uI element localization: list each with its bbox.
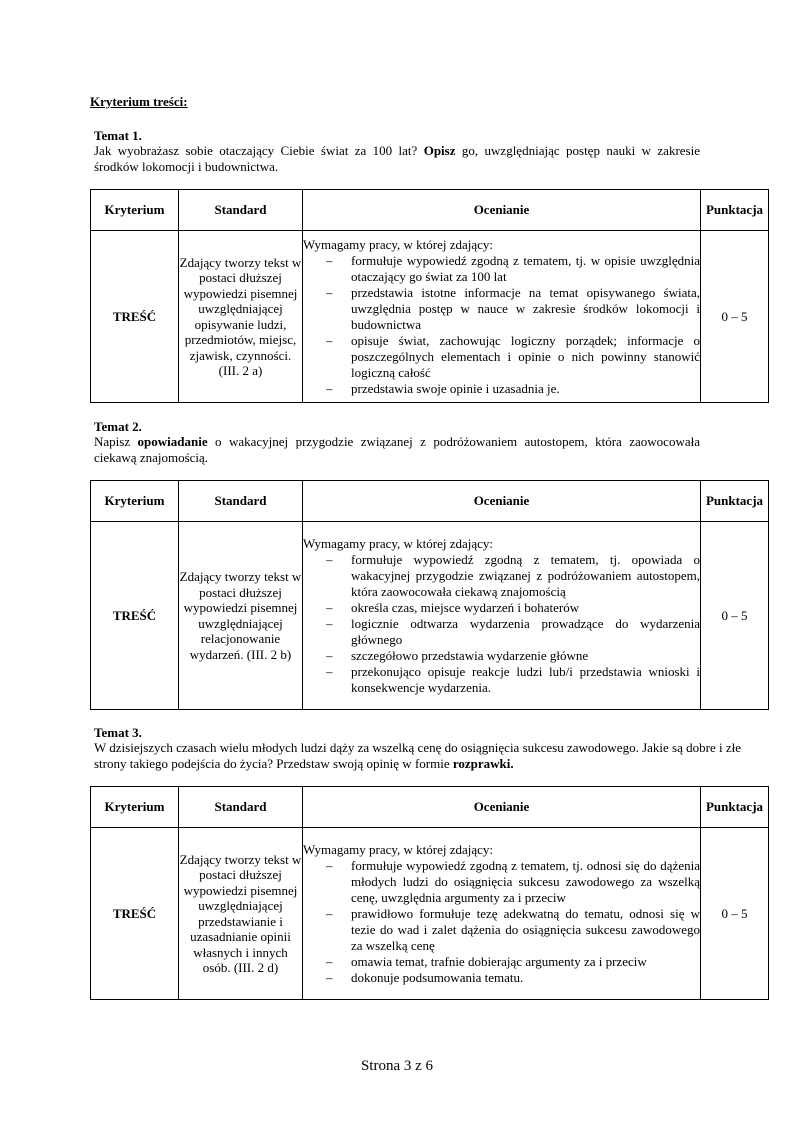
punktacja-cell: 0 – 5 [701, 828, 769, 1000]
header-ocenianie: Ocenianie [303, 481, 701, 522]
topic-3 [94, 725, 768, 772]
section-heading: Kryterium treści: [90, 94, 188, 109]
list-item: – dokonuje podsumowania tematu. [351, 970, 700, 986]
header-punktacja: Punktacja [701, 190, 769, 231]
topic-1-title: Temat 1. [94, 128, 142, 143]
criteria-table-1 [90, 189, 769, 403]
punktacja-cell: 0 – 5 [701, 231, 769, 403]
topic-2-text-bold: opowiadanie [137, 434, 208, 449]
topic-1-text [94, 143, 700, 175]
ocenianie-intro: Wymagamy pracy, w której zdający: [303, 841, 494, 857]
requirements-list [303, 552, 700, 696]
list-item: – określa czas, miejsce wydarzeń i bohaterów [351, 600, 700, 616]
criteria-table-3 [90, 786, 769, 1000]
header-kryterium: Kryterium [91, 787, 179, 828]
table-row [91, 522, 769, 710]
list-item: – opisuje świat, zachowując logiczny porządek; informacje o poszczególnych elementach i opinie o nich powinny stanowić logiczną całość [351, 333, 700, 381]
topic-1-text-bold: Opisz [423, 143, 456, 158]
table-header-row [91, 787, 769, 828]
ocenianie-cell [303, 231, 701, 403]
list-item: – prawidłowo formułuje tezę adekwatną do tematu, odnosi się w tezie do wad i zalet dążenia do osiągnięcia sukcesu zawodowego za wszelką cenę [351, 906, 700, 954]
list-item: – szczegółowo przedstawia wydarzenie główne [351, 648, 700, 664]
list-item: – formułuje wypowiedź zgodną z tematem, tj. opowiada o wakacyjnej przygodzie związanej z podróżowaniem autostopem, która zaowocowała ciekawą znajomością [351, 552, 700, 600]
table-header-row [91, 481, 769, 522]
kryterium-cell: TREŚĆ [91, 231, 179, 403]
header-ocenianie: Ocenianie [303, 190, 701, 231]
topic-3-title: Temat 3. [94, 725, 142, 740]
ocenianie-intro: Wymagamy pracy, w której zdający: [303, 535, 494, 551]
kryterium-cell: TREŚĆ [91, 522, 179, 710]
standard-cell: Zdający tworzy tekst w postaci dłuższej wypowiedzi pisemnej uwzględniającej opisywanie ludzi, przedmiotów, miejsc, zjawisk, czynności. (III. 2 a) [179, 231, 303, 403]
topic-1 [94, 128, 700, 175]
topic-3-text-bold: rozprawki. [452, 756, 514, 771]
list-item: – logicznie odtwarza wydarzenia prowadzące do wydarzenia głównego [351, 616, 700, 648]
header-kryterium: Kryterium [91, 481, 179, 522]
list-item: – przekonująco opisuje reakcje ludzi lub/i przedstawia wnioski i konsekwencje wydarzenia. [351, 664, 700, 696]
list-item: – formułuje wypowiedź zgodną z tematem, tj. odnosi się do dążenia młodych ludzi do osiągnięcia sukcesu zawodowego za wszelką cenę, uwzględnia argumenty za i przeciw [351, 858, 700, 906]
standard-cell: Zdający tworzy tekst w postaci dłuższej wypowiedzi pisemnej uwzględniającej przedstawianie i uzasadnianie opinii własnych i innych osób. (III. 2 d) [179, 828, 303, 1000]
topic-3-text-start: W dzisiejszych czasach wielu młodych ludzi dąży za wszelką cenę do osiągnięcia sukcesu zawodowego. Jakie są dobre i złe strony takiego podejścia do życia? Przedstaw swoją opinię w formie [94, 740, 741, 771]
header-punktacja: Punktacja [701, 481, 769, 522]
topic-2-text-start: Napisz [94, 434, 138, 449]
requirements-list [303, 253, 700, 397]
list-item: – przedstawia swoje opinie i uzasadnia je. [351, 381, 700, 397]
topic-2-text [94, 434, 700, 466]
topic-2-text-end: o wakacyjnej przygodzie związanej z podróżowaniem autostopem, która zaowocowała ciekawą znajomością. [94, 434, 700, 465]
header-punktacja: Punktacja [701, 787, 769, 828]
list-item: – formułuje wypowiedź zgodną z tematem, tj. w opisie uwzględnia otaczający go świat za 100 lat [351, 253, 700, 285]
header-standard: Standard [179, 481, 303, 522]
header-standard: Standard [179, 190, 303, 231]
header-kryterium: Kryterium [91, 190, 179, 231]
list-item: – omawia temat, trafnie dobierając argumenty za i przeciw [351, 954, 700, 970]
topic-1-text-start: Jak wyobrażasz sobie otaczający Ciebie świat za 100 lat? [94, 143, 424, 158]
criteria-table-2 [90, 480, 769, 710]
table-row [91, 231, 769, 403]
list-item: – przedstawia istotne informacje na temat opisywanego świata, uwzględnia postęp w nauce w zakresie środków lokomocji i budownictwa [351, 285, 700, 333]
topic-1-text-end: go, uwzględniając postęp nauki w zakresie środków lokomocji i budownictwa. [94, 143, 700, 174]
kryterium-cell: TREŚĆ [91, 828, 179, 1000]
topic-2-title: Temat 2. [94, 419, 142, 434]
header-standard: Standard [179, 787, 303, 828]
ocenianie-cell [303, 828, 701, 1000]
topic-2 [94, 419, 700, 466]
page-number: Strona 3 z 6 [360, 1058, 434, 1074]
ocenianie-cell [303, 522, 701, 710]
requirements-list [303, 858, 700, 986]
table-header-row [91, 190, 769, 231]
punktacja-cell: 0 – 5 [701, 522, 769, 710]
table-row [91, 828, 769, 1000]
ocenianie-intro: Wymagamy pracy, w której zdający: [303, 236, 494, 252]
standard-cell: Zdający tworzy tekst w postaci dłuższej wypowiedzi pisemnej uwzględniającej relacjonowanie wydarzeń. (III. 2 b) [179, 522, 303, 710]
header-ocenianie: Ocenianie [303, 787, 701, 828]
topic-3-text [94, 740, 768, 772]
